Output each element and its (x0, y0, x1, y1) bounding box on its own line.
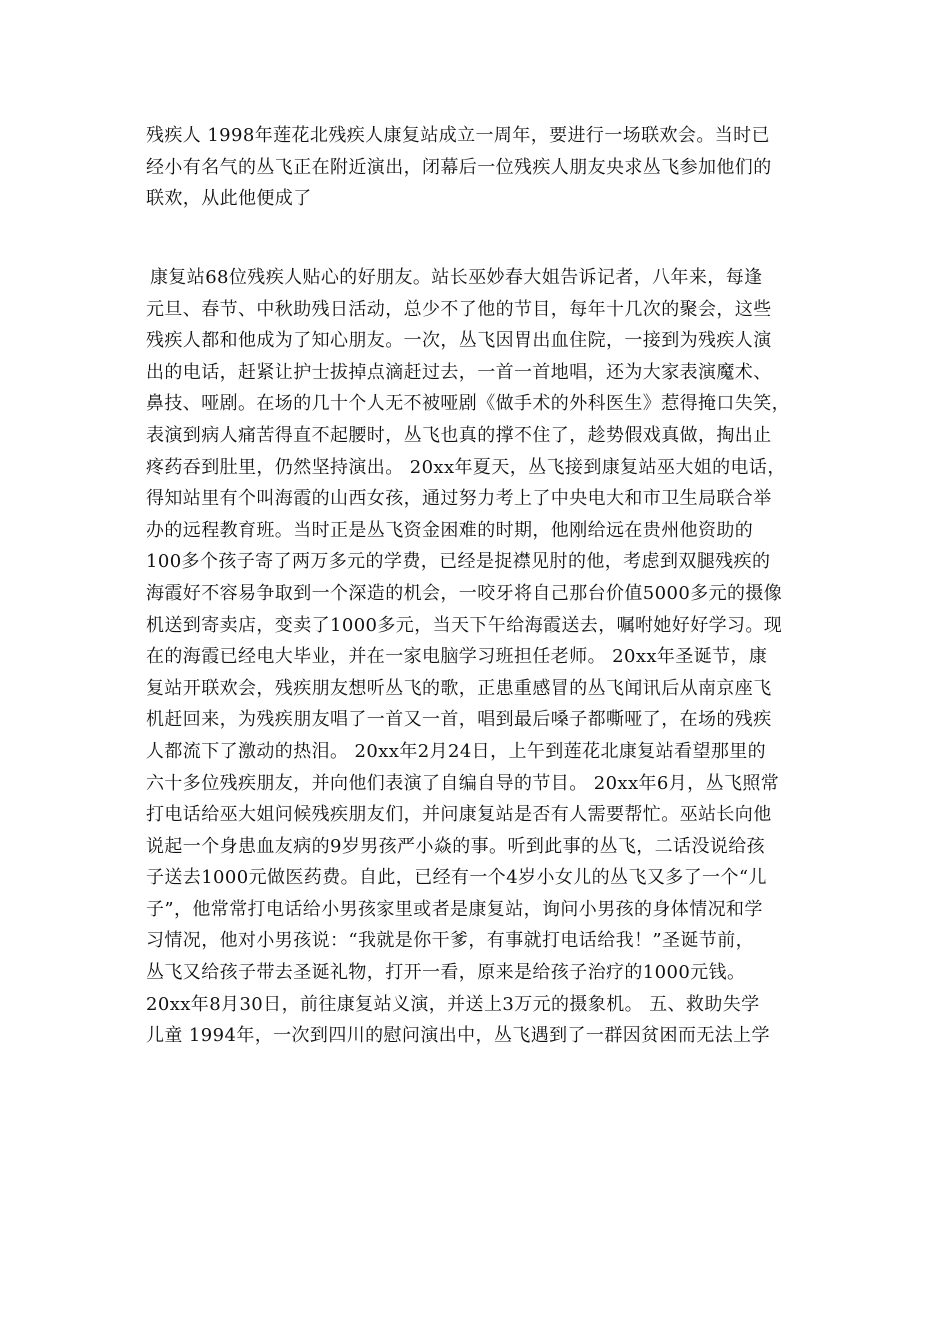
text-line: 机送到寄卖店，变卖了1000多元，当天下午给海霞送去，嘱咐她好好学习。现 (146, 614, 783, 636)
text-line: 打电话给巫大姐问候残疾朋友们，并问康复站是否有人需要帮忙。巫站长向他 (146, 804, 772, 826)
text-line: 说起一个身患血友病的9岁男孩严小焱的事。听到此事的丛飞，二话没说给孩 (146, 835, 766, 857)
text-line: 海霞好不容易争取到一个深造的机会，一咬牙将自己那台价值5000多元的摄像 (146, 582, 783, 604)
paragraph-2 (146, 262, 806, 1052)
text-line: 联欢，从此他便成了 (146, 188, 312, 210)
text-line: 20xx年8月30日，前往康复站义演，并送上3万元的摄象机。 五、救助失学 (146, 993, 760, 1015)
text-line: 得知站里有个叫海霞的山西女孩，通过努力考上了中央电大和市卫生局联合举 (146, 488, 772, 510)
text-line: 康复站68位残疾人贴心的好朋友。站长巫妙春大姐告诉记者，八年来，每逢 (150, 267, 763, 288)
text-line: 办的远程教育班。当时正是丛飞资金困难的时期，他刚给远在贵州他资助的 (146, 519, 754, 541)
text-line: 残疾人 1998年莲花北残疾人康复站成立一周年，要进行一场联欢会。当时已 (146, 125, 770, 146)
text-line: 六十多位残疾朋友，并向他们表演了自编自导的节目。 20xx年6月，丛飞照常 (146, 772, 780, 794)
text-line: 疼药吞到肚里，仍然坚持演出。 20xx年夏天，丛飞接到康复站巫大姐的电话， (146, 456, 786, 478)
text-line: 子”，他常常打电话给小男孩家里或者是康复站，询问小男孩的身体情况和学 (146, 898, 763, 920)
text-line: 复站开联欢会，残疾朋友想听丛飞的歌，正患重感冒的丛飞闻讯后从南京座飞 (146, 677, 772, 699)
text-line: 在的海霞已经电大毕业，并在一家电脑学习班担任老师。 20xx年圣诞节，康 (146, 646, 768, 668)
text-line: 子送去1000元做医药费。自此，已经有一个4岁小女儿的丛飞又多了一个“儿 (146, 867, 767, 889)
text-line: 鼻技、哑剧。在场的几十个人无不被哑剧《做手术的外科医生》惹得掩口失笑， (146, 393, 790, 415)
text-line: 丛飞又给孩子带去圣诞礼物，打开一看，原来是给孩子治疗的1000元钱。 (146, 962, 746, 984)
text-line: 人都流下了激动的热泪。 20xx年2月24日，上午到莲花北康复站看望那里的 (146, 740, 767, 762)
text-line: 经小有名气的丛飞正在附近演出，闭幕后一位残疾人朋友央求丛飞参加他们的 (146, 156, 772, 178)
text-line: 机赶回来，为残疾朋友唱了一首又一首，唱到最后嗓子都嘶哑了，在场的残疾 (146, 709, 772, 731)
text-line: 残疾人都和他成为了知心朋友。一次，丛飞因胃出血住院，一接到为残疾人演 (146, 330, 772, 352)
text-line: 出的电话，赶紧让护士拔掉点滴赶过去，一首一首地唱，还为大家表演魔术、 (146, 361, 772, 383)
text-line: 习情况，他对小男孩说：“我就是你干爹，有事就打电话给我！”圣诞节前， (146, 930, 755, 952)
text-line: 100多个孩子寄了两万多元的学费，已经是捉襟见肘的他，考虑到双腿残疾的 (146, 551, 771, 573)
text-line: 元旦、春节、中秋助残日活动，总少不了他的节目，每年十几次的聚会，这些 (146, 298, 772, 320)
text-line: 儿童 1994年，一次到四川的慰问演出中，丛飞遇到了一群因贫困而无法上学 (146, 1025, 770, 1047)
paragraph-1 (146, 120, 806, 215)
text-line: 表演到病人痛苦得直不起腰时，丛飞也真的撑不住了，趁势假戏真做，掏出止 (146, 424, 772, 446)
